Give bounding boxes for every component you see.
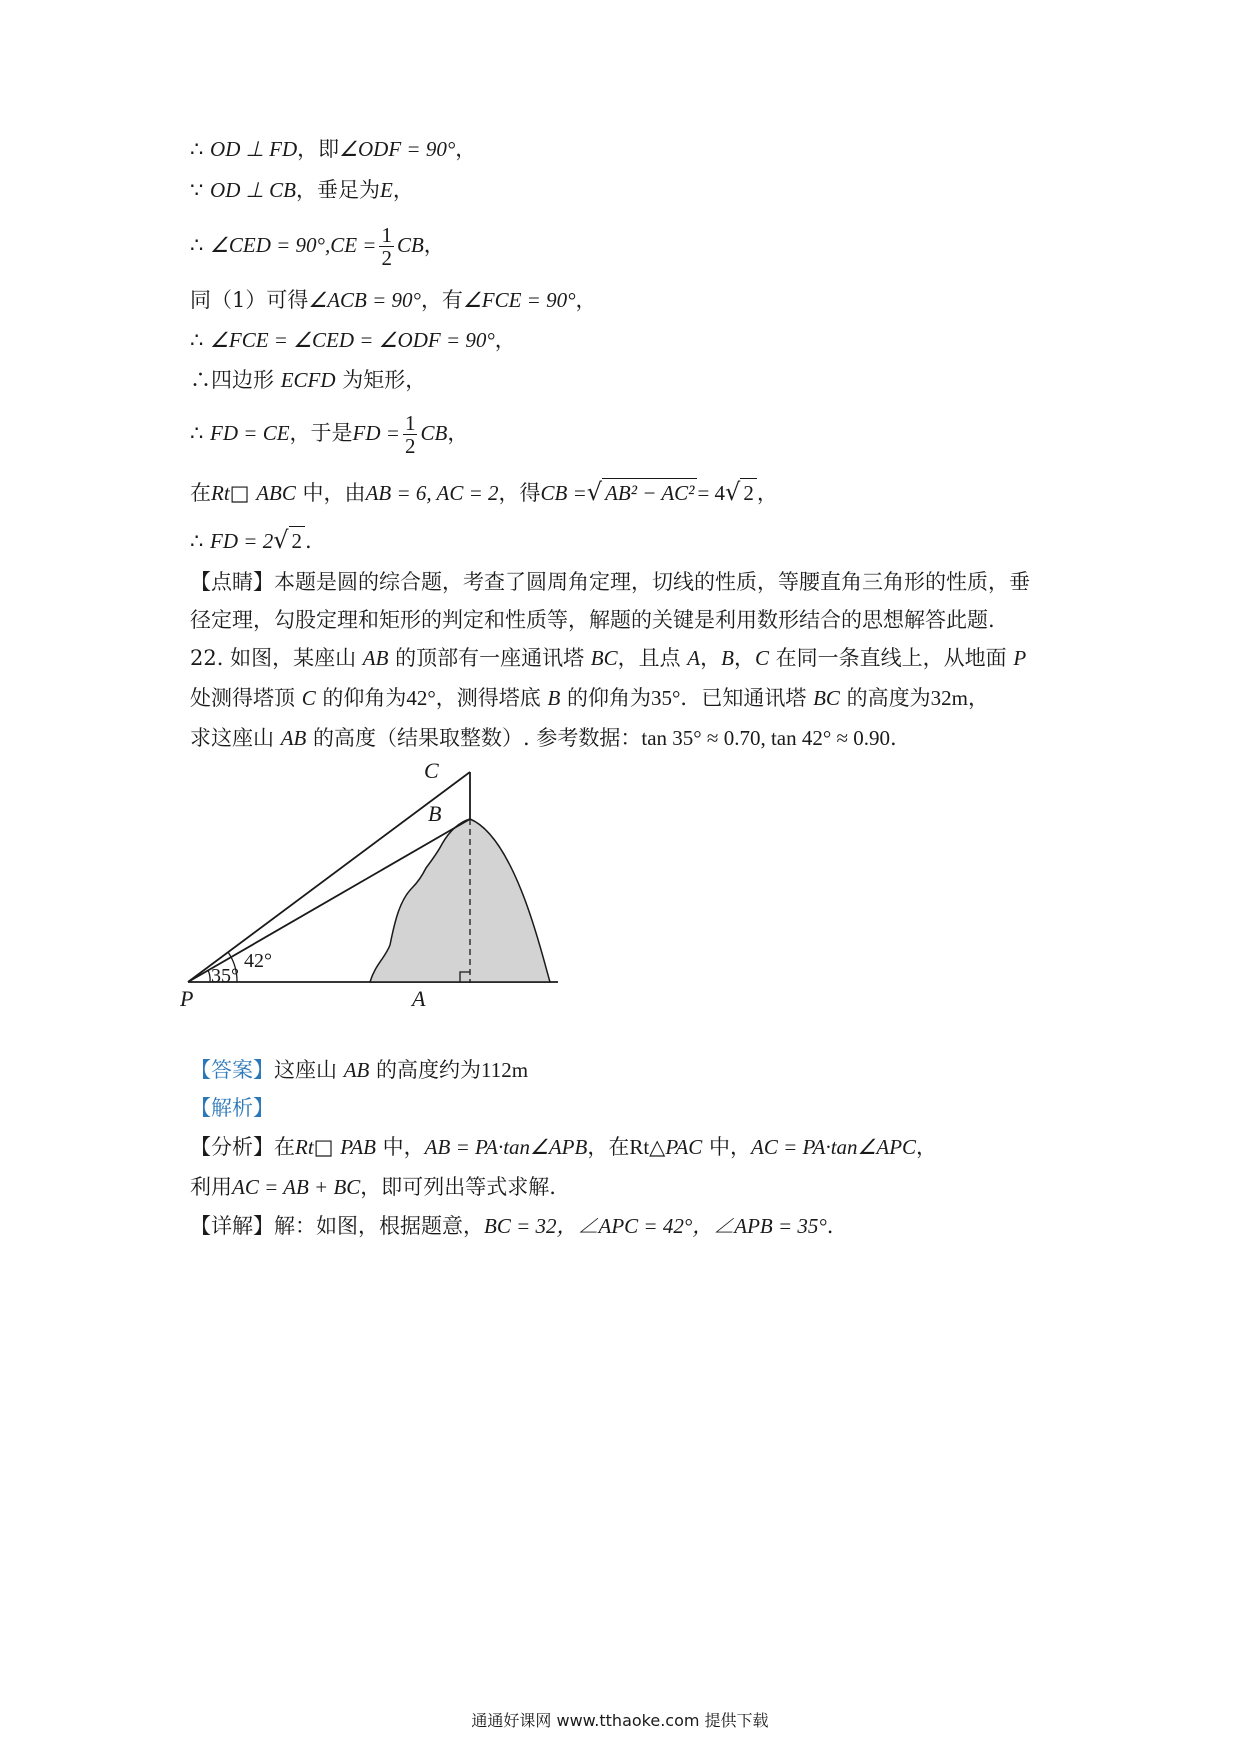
text: 解：如图，根据题意，	[274, 1214, 484, 1238]
comment-line-2	[190, 606, 995, 634]
text: ∴四边形	[190, 368, 281, 392]
punct: ，	[447, 421, 469, 445]
text: ，即	[297, 137, 340, 161]
math-expr: tan 35° ≈ 0.70, tan 42° ≈ 0.90	[641, 726, 891, 750]
text: 的仰角为	[560, 686, 651, 710]
step-line-7	[190, 412, 468, 457]
fraction	[379, 224, 394, 269]
text: ，在	[587, 1135, 630, 1159]
comment-text: 径定理，勾股定理和矩形的判定和性质等，解题的关键是利用数形结合的思想解答此题.	[190, 608, 995, 632]
fenxi-line-2	[190, 1173, 556, 1201]
text: 求这座山	[190, 726, 281, 750]
math-expr: BC = 32，∠APC = 42°，∠APB = 35°	[484, 1214, 827, 1238]
math-expr: ∠FCE = ∠CED = ∠ODF = 90°	[210, 328, 495, 352]
text: ，即可列出等式求解.	[360, 1175, 556, 1199]
math-expr: ∠FCE = 90°	[462, 288, 576, 312]
text: ，	[916, 1135, 938, 1159]
step-line-4	[190, 286, 597, 314]
step-line-8	[190, 478, 778, 507]
text: ，测得塔底	[435, 686, 548, 710]
text: 同（1）可得	[190, 288, 309, 312]
math-expr: E	[380, 178, 393, 202]
answer-label: 【答案】	[190, 1058, 274, 1082]
text: 在	[190, 481, 211, 505]
denominator: 2	[381, 246, 392, 270]
math-expr: ∠CED = 90°,CE =	[210, 233, 377, 257]
math-expr: AC = PA·tan∠APC	[751, 1135, 917, 1159]
math-expr: PAC	[665, 1135, 703, 1159]
text: 在同一条直线上，从地面	[768, 646, 1014, 670]
problem-line-2	[190, 684, 989, 712]
text: ．已知通讯塔	[680, 686, 814, 710]
math-expr: 42°	[406, 686, 436, 710]
math-expr: CB =	[540, 481, 587, 505]
text: 的高度为	[839, 686, 931, 710]
text: ，且点	[617, 646, 688, 670]
mountain-shape	[370, 819, 550, 982]
therefore-symbol: ∴	[190, 137, 211, 161]
punct: ，	[756, 481, 778, 505]
text: 中，	[702, 1135, 751, 1159]
fenxi-label: 【分析】	[190, 1135, 274, 1159]
text: 这座山	[274, 1058, 344, 1082]
math-expr: C	[301, 686, 316, 710]
text: ，有	[420, 288, 463, 312]
math-expr: Rt△	[629, 1135, 666, 1159]
label-angle-42: 42°	[244, 950, 272, 972]
page-footer: 通通好课网 www.tthaoke.com 提供下载	[471, 1711, 769, 1730]
math-expr: FD = 2	[210, 529, 274, 553]
text: ，于是	[289, 421, 353, 445]
sqrt-radicand: 2	[289, 526, 306, 555]
therefore-symbol: ∴	[190, 328, 211, 352]
math-expr: PAB	[340, 1135, 376, 1159]
step-line-2	[190, 176, 414, 204]
step-line-6	[190, 366, 426, 394]
math-expr: ∠ACB = 90°	[308, 288, 421, 312]
text: 22. 如图，某座山	[190, 646, 363, 670]
therefore-symbol: ∴	[190, 233, 211, 257]
text: 在	[274, 1135, 295, 1159]
comment-line-1	[190, 568, 1030, 596]
math-expr: B	[721, 646, 734, 670]
punct: ，	[423, 233, 445, 257]
math-expr: C	[754, 646, 769, 670]
text: 为矩形，	[335, 368, 427, 392]
analysis-label: 【解析】	[190, 1096, 274, 1120]
text: ，得	[498, 481, 541, 505]
punct: ，	[494, 328, 516, 352]
numerator: 1	[404, 411, 416, 435]
punct: .	[826, 1214, 834, 1238]
sqrt-radicand: AB² − AC²	[602, 478, 697, 507]
label-p: P	[180, 986, 194, 1011]
math-expr: ECFD	[280, 368, 336, 392]
math-expr: FD = CE	[210, 421, 290, 445]
because-symbol: ∵	[190, 178, 211, 202]
math-expr: 32m	[930, 686, 968, 710]
text: ，	[700, 646, 722, 670]
text: 中，	[375, 1135, 425, 1159]
angle-arc-35	[208, 970, 210, 982]
sqrt-symbol: √	[725, 478, 741, 506]
text: ，	[967, 686, 989, 710]
text: 的高度约为	[369, 1058, 482, 1082]
mountain-tower-figure	[180, 760, 580, 1040]
math-expr: Rt	[295, 1135, 314, 1159]
step-line-3	[190, 224, 445, 269]
label-c: C	[424, 760, 439, 783]
math-expr: ABC	[256, 481, 296, 505]
punct: .	[890, 726, 897, 750]
fraction	[403, 412, 418, 457]
text: 的仰角为	[315, 686, 407, 710]
math-expr: BC	[590, 646, 618, 670]
comment-text: 本题是圆的综合题，考查了圆周角定理，切线的性质，等腰直角三角形的性质，垂	[274, 570, 1030, 594]
sqrt-symbol: √	[273, 526, 289, 554]
therefore-symbol: ∴	[190, 529, 211, 553]
math-expr: AB = 6, AC = 2	[365, 481, 499, 505]
therefore-symbol: ∴	[190, 421, 211, 445]
punct: ，	[575, 288, 597, 312]
punct: .	[305, 529, 312, 553]
math-expr: AC = AB + BC	[232, 1175, 361, 1199]
comment-label: 【点睛】	[190, 570, 274, 594]
math-expr: OD ⊥ FD	[210, 137, 298, 161]
text: 中，由	[295, 481, 366, 505]
text: ，垂足为	[296, 178, 381, 202]
text: 的顶部有一座通讯塔	[388, 646, 591, 670]
math-expr: AB = PA·tan∠APB	[424, 1135, 588, 1159]
label-a: A	[412, 986, 426, 1011]
punct: ，	[392, 178, 414, 202]
triangle-symbol: □	[229, 481, 257, 505]
label-b: B	[428, 801, 442, 826]
detail-label: 【详解】	[190, 1214, 274, 1238]
math-expr: CB	[396, 233, 424, 257]
analysis-label-line	[190, 1094, 274, 1122]
math-expr: = 4	[697, 481, 726, 505]
triangle-symbol: □	[313, 1135, 341, 1159]
math-expr: P	[1013, 646, 1027, 670]
fenxi-line-1	[190, 1133, 937, 1161]
step-line-5	[190, 326, 516, 354]
math-expr: 35°	[651, 686, 681, 710]
sqrt-symbol: √	[586, 478, 603, 506]
math-expr: CB	[420, 421, 448, 445]
math-expr: AB	[362, 646, 389, 670]
punct: ，	[455, 137, 477, 161]
problem-line-3	[190, 724, 897, 752]
math-expr: A	[687, 646, 701, 670]
numerator: 1	[381, 223, 392, 247]
step-line-1	[190, 135, 476, 163]
label-angle-35: 35°	[211, 965, 239, 987]
math-expr: AB	[280, 726, 307, 750]
text: ，	[733, 646, 755, 670]
math-expr: Rt	[211, 481, 230, 505]
text: 利用	[190, 1175, 232, 1199]
text: 的高度（结果取整数）. 参考数据：	[306, 726, 642, 750]
math-expr: BC	[813, 686, 840, 710]
math-expr: OD ⊥ CB	[210, 178, 297, 202]
math-expr: AB	[343, 1058, 370, 1082]
step-line-9	[190, 526, 312, 555]
sqrt-radicand: 2	[740, 478, 757, 507]
math-expr: ∠ODF = 90°	[339, 137, 456, 161]
answer-line	[190, 1056, 528, 1084]
answer-value: 112m	[481, 1058, 529, 1082]
denominator: 2	[404, 434, 416, 458]
math-expr: B	[547, 686, 561, 710]
text: 处测得塔顶	[190, 686, 302, 710]
problem-line-1	[190, 644, 1026, 672]
math-expr: FD =	[352, 421, 400, 445]
detail-line	[190, 1212, 833, 1240]
